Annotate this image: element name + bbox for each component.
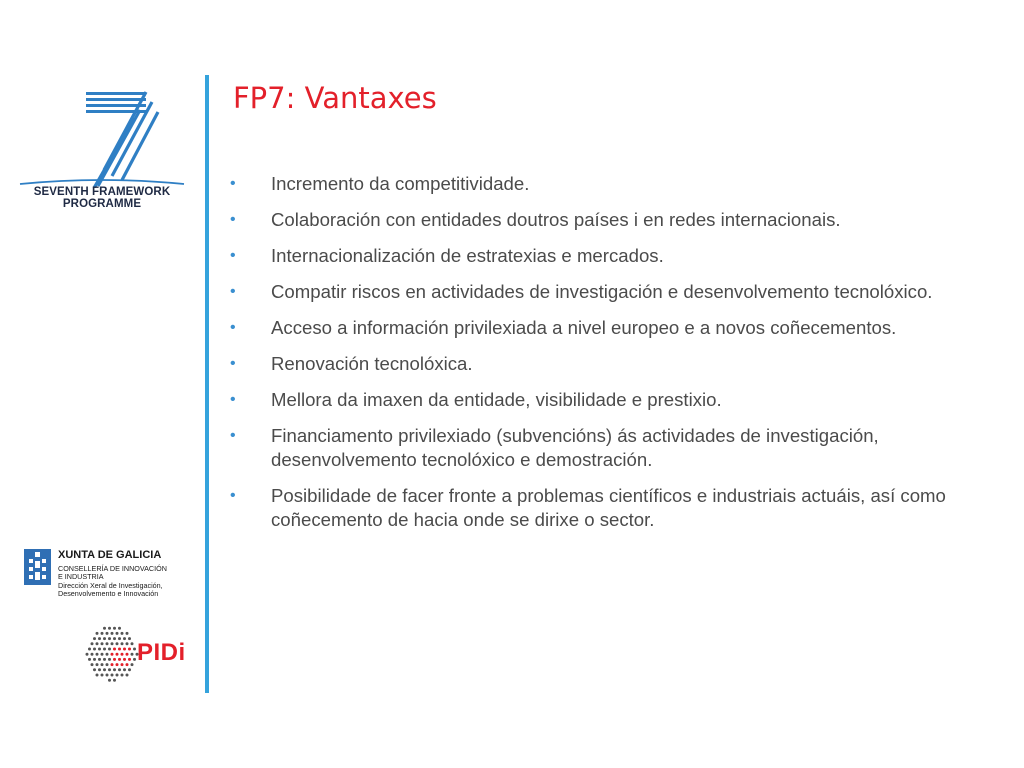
bullet-dot-icon: • <box>230 487 236 504</box>
slide-title: FP7: Vantaxes <box>233 81 437 115</box>
fp7-caption-line1: SEVENTH FRAMEWORK <box>33 186 171 198</box>
pidi-dots-icon <box>82 618 142 690</box>
xunta-title: XUNTA DE GALICIA <box>58 549 162 561</box>
bullet-text: Acceso a información privilexiada a nivel europeo e a novos coñecementos. <box>271 317 897 338</box>
bullet-item <box>230 352 990 376</box>
pidi-logo <box>82 618 186 690</box>
vertical-divider <box>205 75 209 693</box>
bullet-item <box>230 172 990 196</box>
xunta-line-2: E INDUSTRIA <box>58 572 104 581</box>
bullet-text: Posibilidade de facer fronte a problemas científicos e industriais actuáis, así como coñecemento de hacia onde se dirixe o sector. <box>271 485 946 530</box>
galicia-emblem-icon <box>24 549 51 585</box>
bullet-list <box>230 172 990 544</box>
xunta-line-3: Dirección Xeral de Investigación, <box>58 581 163 590</box>
bullet-dot-icon: • <box>230 283 236 300</box>
bullet-text: Renovación tecnolóxica. <box>271 353 473 374</box>
bullet-text: Internacionalización de estratexias e mercados. <box>271 245 664 266</box>
pidi-text: PIDi <box>137 639 186 666</box>
bullet-item <box>230 208 990 232</box>
bullet-dot-icon: • <box>230 319 236 336</box>
bullet-text: Incremento da competitividade. <box>271 173 530 194</box>
bullet-item <box>230 316 990 340</box>
xunta-line-4: Desenvolvemento e Innovación <box>58 589 159 598</box>
fp7-caption <box>18 186 186 210</box>
xunta-line-1: CONSELLERÍA DE INNOVACIÓN <box>58 564 167 573</box>
bullet-dot-icon: • <box>230 247 236 264</box>
bullet-dot-icon: • <box>230 427 236 444</box>
bullet-dot-icon: • <box>230 175 236 192</box>
bullet-item <box>230 424 990 472</box>
bullet-dot-icon: • <box>230 391 236 408</box>
bullet-text: Compatir riscos en actividades de investigación e desenvolvemento tecnolóxico. <box>271 281 933 302</box>
bullet-text: Colaboración con entidades doutros países i en redes internacionais. <box>271 209 841 230</box>
fp7-caption-line2: PROGRAMME <box>62 198 142 210</box>
bullet-item <box>230 280 990 304</box>
bullet-text: Mellora da imaxen da entidade, visibilidade e prestixio. <box>271 389 722 410</box>
bullet-item <box>230 244 990 268</box>
bullet-text: Financiamento privilexiado (subvencións) ás actividades de investigación, desenvolvemento tecnolóxico e demostración. <box>271 425 879 470</box>
bullet-item <box>230 484 990 532</box>
bullet-dot-icon: • <box>230 355 236 372</box>
xunta-logo <box>24 549 194 609</box>
bullet-item <box>230 388 990 412</box>
bullet-dot-icon: • <box>230 211 236 228</box>
